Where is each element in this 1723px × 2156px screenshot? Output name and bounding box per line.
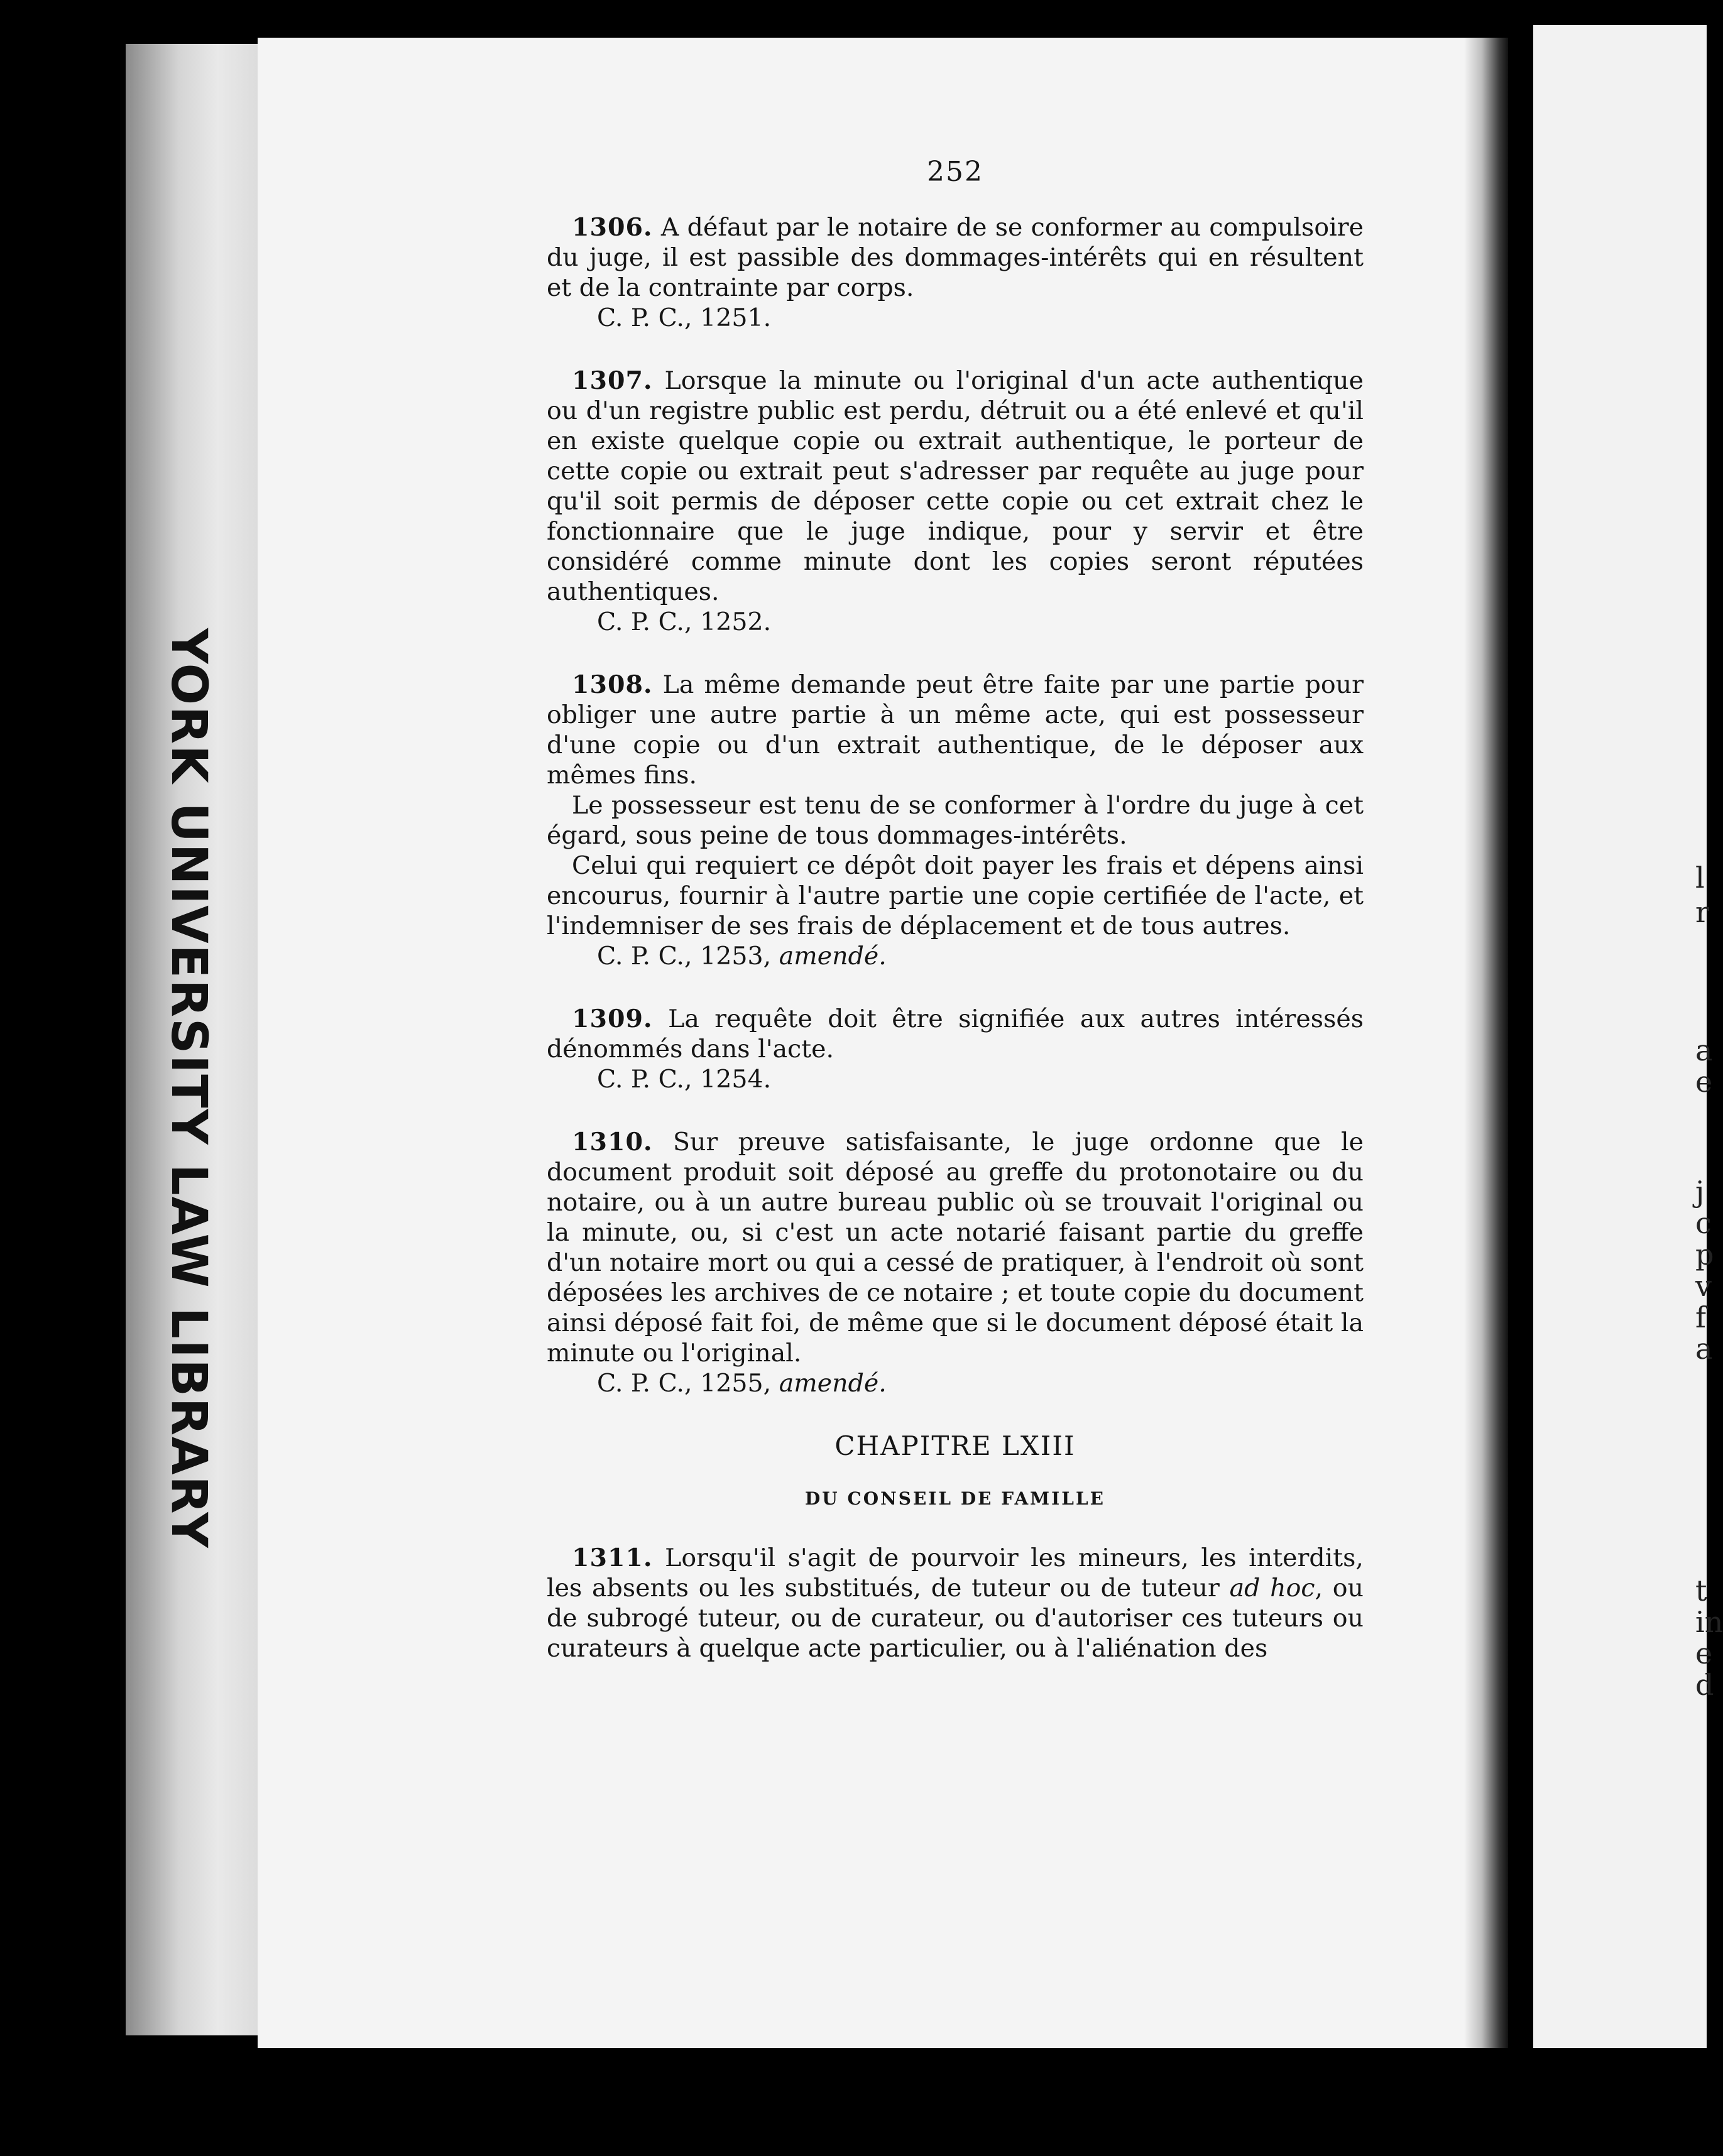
reference-code: C. P. C., 1255, [597, 1369, 772, 1398]
article-1307 [547, 366, 1364, 637]
next-page-fragment: a [1695, 1332, 1713, 1366]
reference-note: amendé. [779, 942, 887, 971]
article-reference [547, 303, 1364, 333]
next-page-fragment: r [1695, 895, 1709, 929]
next-page-fragment: e [1695, 1065, 1713, 1099]
article-text: , ou de subrogé tuteur, ou de curateur, ou d'autoriser ces tuteurs ou curateurs à quelque acte particulier, ou à l'aliénation des [547, 1574, 1364, 1663]
reference-code: C. P. C., 1252. [597, 607, 772, 636]
article-number: 1309. [572, 1004, 653, 1033]
next-page-fragment: p [1695, 1238, 1714, 1271]
chapter-title: CHAPITRE LXIII [834, 1430, 1076, 1461]
article-paragraph: Celui qui requiert ce dépôt doit payer les frais et dépens ainsi encourus, fournir à l'autre partie une copie certifiée de l'acte, et l'indemniser de ses frais de déplacement et de tous autres. [547, 851, 1364, 940]
article-text: Sur preuve satisfaisante, le juge ordonne que le document produit soit déposé au greffe du protonotaire ou du notaire, ou à un autre bureau public où se trouvait l'original ou la minute, ou, si c'est un acte notarié faisant partie du greffe d'un notaire mort ou qui a cessé de pratiquer, à l'endroit où sont déposées les archives de ce notaire ; et toute copie du document ainsi déposé fait foi, de même que si le document déposé était la minute ou l'original. [547, 1128, 1364, 1368]
article-text: Lorsqu'il s'agit de pourvoir les mineurs, les interdits, les absents ou les substitués, de tuteur ou de tuteur [547, 1544, 1364, 1603]
article-number: 1311. [572, 1544, 653, 1572]
article-1309 [547, 1004, 1364, 1094]
article-paragraph [547, 1127, 1364, 1368]
article-paragraph [547, 1543, 1364, 1663]
article-number: 1307. [572, 366, 653, 395]
next-page-fragment: l [1695, 861, 1705, 895]
reference-code: C. P. C., 1254. [597, 1065, 772, 1094]
article-text: La requête doit être signifiée aux autres intéressés dénommés dans l'acte. [547, 1004, 1364, 1064]
article-reference [547, 1368, 1364, 1398]
article-paragraph: Le possesseur est tenu de se conformer à l'ordre du juge à cet égard, sous peine de tous dommages-intérêts. [547, 791, 1364, 850]
reference-code: C. P. C., 1251. [597, 303, 772, 332]
chapter-subtitle: DU CONSEIL DE FAMILLE [805, 1488, 1105, 1509]
next-page-fragment: d [1695, 1668, 1714, 1702]
article-text: A défaut par le notaire de se conformer au compulsoire du juge, il est passible des dommages-intérêts qui en résultent et de la contrainte par corps. [547, 213, 1364, 302]
article-reference [547, 1064, 1364, 1094]
article-paragraph [547, 1004, 1364, 1064]
next-page-fragment: v [1695, 1269, 1712, 1303]
article-text-italic: ad hoc [1229, 1574, 1315, 1603]
next-page-fragment: e [1695, 1636, 1713, 1670]
next-page-fragment: in [1695, 1605, 1723, 1639]
article-number: 1306. [572, 213, 653, 242]
reference-code: C. P. C., 1253, [597, 942, 772, 971]
article-paragraph [547, 670, 1364, 790]
article-reference [547, 941, 1364, 971]
next-page-fragment: t [1695, 1574, 1707, 1608]
next-page-edge [1533, 25, 1723, 2048]
reference-note: amendé. [779, 1369, 887, 1398]
article-1311 [547, 1543, 1364, 1663]
article-text: Lorsque la minute ou l'original d'un acte authentique ou d'un registre public est perdu, détruit ou a été enlevé et qu'il en existe quelque copie ou extrait authentique, le porteur de cette copie ou extrait peut s'adresser par requête au juge pour qu'il soit permis de déposer cette copie ou cet extrait chez le fonctionnaire que le juge indique, pour y servir et être considéré comme minute dont les copies seront réputées authentiques. [547, 366, 1364, 606]
article-text: La même demande peut être faite par une partie pour obliger une autre partie à un même acte, qui est possesseur d'une copie ou d'un extrait authentique, de le déposer aux mêmes fins. [547, 670, 1364, 790]
article-reference [547, 607, 1364, 637]
page-number: 252 [927, 156, 983, 188]
page-edge-shadow [1464, 38, 1508, 2048]
page-text [547, 157, 1364, 1696]
article-paragraph [547, 212, 1364, 303]
next-page-fragment: f [1695, 1300, 1707, 1334]
article-paragraph [547, 366, 1364, 607]
next-page-fragment: a [1695, 1033, 1713, 1067]
article-1306 [547, 212, 1364, 333]
article-number: 1310. [572, 1128, 653, 1157]
next-page-fragment: j [1695, 1175, 1705, 1209]
spine-label: YORK UNIVERSITY LAW LIBRARY [160, 628, 217, 1549]
article-1308 [547, 670, 1364, 971]
next-page-fragment: c [1695, 1206, 1712, 1240]
article-number: 1308. [572, 670, 653, 699]
article-1310 [547, 1127, 1364, 1398]
